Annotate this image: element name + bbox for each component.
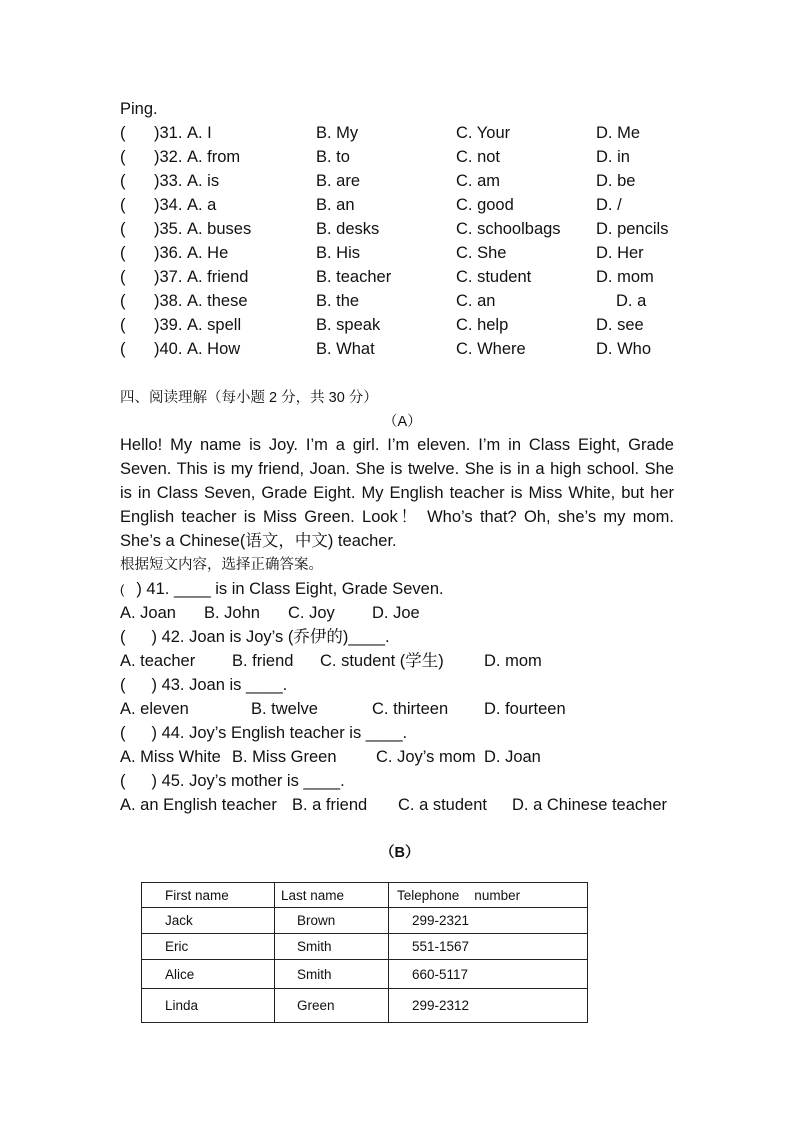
option-a: A. these bbox=[187, 292, 248, 310]
passage-line: Seven. This is my friend, Joan. She is twelve. She is in a high school. She bbox=[120, 460, 674, 478]
cloze-row bbox=[120, 145, 680, 169]
answer-blank[interactable]: ( bbox=[120, 124, 126, 142]
option-row bbox=[120, 745, 680, 769]
table-row bbox=[142, 989, 588, 1023]
option-d: D. Me bbox=[596, 124, 641, 142]
option-b: B. an bbox=[316, 196, 355, 214]
option-d: D. in bbox=[596, 148, 630, 166]
table-cell: Green bbox=[275, 989, 389, 1023]
answer-blank[interactable]: ( bbox=[120, 244, 126, 262]
table-cell: 299-2312 bbox=[389, 989, 588, 1023]
option-b: B. twelve bbox=[251, 700, 318, 718]
option-d: D. Joe bbox=[372, 604, 420, 622]
answer-blank[interactable]: ( bbox=[120, 582, 125, 597]
cloze-row bbox=[120, 289, 680, 313]
table-row bbox=[142, 934, 588, 960]
option-d: D. / bbox=[596, 196, 622, 214]
option-a: A. a bbox=[187, 196, 217, 214]
table-cell: Brown bbox=[275, 908, 389, 934]
passage-line: is in Class Seven, Grade Eight. My English teacher is Miss White, but her bbox=[120, 484, 674, 502]
question-number: )33. bbox=[154, 172, 183, 190]
option-a: A. eleven bbox=[120, 700, 189, 718]
question-text: ) 45. Joy’s mother is ____. bbox=[151, 772, 345, 790]
option-row bbox=[120, 601, 680, 625]
cloze-row bbox=[120, 217, 680, 241]
option-b: B. teacher bbox=[316, 268, 392, 286]
option-d: D. Joan bbox=[484, 748, 541, 766]
option-a: A. from bbox=[187, 148, 241, 166]
option-d: D. a Chinese teacher bbox=[512, 796, 668, 814]
option-b: B. John bbox=[204, 604, 260, 622]
option-d: D. a bbox=[616, 292, 647, 310]
option-a: A. I bbox=[187, 124, 212, 142]
option-b: B. speak bbox=[316, 316, 381, 334]
table-cell: Smith bbox=[275, 960, 389, 989]
answer-blank[interactable]: ( bbox=[120, 724, 126, 742]
option-b: B. a friend bbox=[292, 796, 368, 814]
reading-passage bbox=[120, 433, 674, 553]
question-number: )40. bbox=[154, 340, 183, 358]
option-a: A. He bbox=[187, 244, 229, 262]
option-d: D. mom bbox=[596, 268, 654, 286]
table-cell: Smith bbox=[275, 934, 389, 960]
passage-line: English teacher is Miss Green. Look！ Who’s that? Oh, she’s my mom. bbox=[120, 508, 674, 526]
instruction: 根据短文内容，选择正确答案。 bbox=[120, 557, 323, 573]
question-text: ) 44. Joy’s English teacher is ____. bbox=[151, 724, 408, 742]
table-cell: Eric bbox=[142, 934, 275, 960]
option-b: B. to bbox=[316, 148, 350, 166]
option-a: A. Joan bbox=[120, 604, 176, 622]
cloze-row bbox=[120, 313, 680, 337]
passage-line: She’s a Chinese(语文，中文) teacher. bbox=[120, 532, 397, 550]
option-a: A. buses bbox=[187, 220, 252, 238]
question-text: ) 41. ____ is in Class Eight, Grade Seven. bbox=[136, 580, 444, 598]
option-c: C. good bbox=[456, 196, 514, 214]
option-c: C. a student bbox=[398, 796, 487, 814]
part-a-label: （A） bbox=[383, 414, 422, 430]
table-row bbox=[142, 908, 588, 934]
option-a: A. an English teacher bbox=[120, 796, 277, 814]
option-d: D. pencils bbox=[596, 220, 669, 238]
option-c: C. schoolbags bbox=[456, 220, 561, 238]
option-c: C. Joy’s mom bbox=[376, 748, 476, 766]
option-d: D. fourteen bbox=[484, 700, 566, 718]
option-b: B. the bbox=[316, 292, 360, 310]
table-row bbox=[142, 960, 588, 989]
option-b: B. My bbox=[316, 124, 359, 142]
question-number: )37. bbox=[154, 268, 183, 286]
option-d: D. Who bbox=[596, 340, 652, 358]
answer-blank[interactable]: ( bbox=[120, 220, 126, 238]
table-header-cell: First name bbox=[142, 883, 275, 908]
question-number: )36. bbox=[154, 244, 183, 262]
answer-blank[interactable]: ( bbox=[120, 148, 126, 166]
option-c: C. help bbox=[456, 316, 509, 334]
table-cell: Linda bbox=[142, 989, 275, 1023]
answer-blank[interactable]: ( bbox=[120, 340, 126, 358]
section-heading: 四、阅读理解（每小题 2 分，共 30 分） bbox=[120, 390, 378, 406]
option-row bbox=[120, 649, 680, 673]
question-number: )38. bbox=[154, 292, 183, 310]
option-d: D. be bbox=[596, 172, 636, 190]
option-c: C. She bbox=[456, 244, 507, 262]
option-c: C. not bbox=[456, 148, 501, 166]
table-cell: 660-5117 bbox=[389, 960, 588, 989]
question-number: )35. bbox=[154, 220, 183, 238]
option-c: C. student bbox=[456, 268, 532, 286]
option-c: C. student (学生) bbox=[320, 652, 444, 670]
question-text: ) 43. Joan is ____. bbox=[151, 676, 288, 694]
question-number: )39. bbox=[154, 316, 183, 334]
answer-blank[interactable]: ( bbox=[120, 676, 126, 694]
option-a: A. friend bbox=[187, 268, 249, 286]
table-header-cell: Telephone number bbox=[389, 883, 588, 908]
question-stem bbox=[120, 673, 287, 697]
option-row bbox=[120, 793, 680, 817]
cloze-row bbox=[120, 193, 680, 217]
option-b: B. What bbox=[316, 340, 375, 358]
answer-blank[interactable]: ( bbox=[120, 172, 126, 190]
question-number: )34. bbox=[154, 196, 183, 214]
option-a: A. is bbox=[187, 172, 220, 190]
table-cell: Jack bbox=[142, 908, 275, 934]
option-row bbox=[120, 697, 680, 721]
question-number: )32. bbox=[154, 148, 183, 166]
table-cell: 551-1567 bbox=[389, 934, 588, 960]
option-a: A. How bbox=[187, 340, 241, 358]
option-d: D. Her bbox=[596, 244, 644, 262]
cloze-row bbox=[120, 121, 680, 145]
cloze-row bbox=[120, 337, 680, 361]
option-b: B. friend bbox=[232, 652, 294, 670]
question-text: ) 42. Joan is Joy’s (乔伊的)____. bbox=[151, 628, 390, 646]
answer-blank[interactable]: ( bbox=[120, 628, 126, 646]
question-stem bbox=[120, 721, 407, 745]
option-d: D. mom bbox=[484, 652, 542, 670]
part-b-label: （B） bbox=[380, 845, 420, 861]
answer-blank[interactable]: ( bbox=[120, 316, 126, 334]
cloze-row bbox=[120, 169, 680, 193]
option-c: C. Your bbox=[456, 124, 511, 142]
option-a: A. Miss White bbox=[120, 748, 221, 766]
table-header-cell: Last name bbox=[275, 883, 389, 908]
table-cell: 299-2321 bbox=[389, 908, 588, 934]
question-number: )31. bbox=[154, 124, 183, 142]
option-c: C. thirteen bbox=[372, 700, 449, 718]
answer-blank[interactable]: ( bbox=[120, 292, 126, 310]
option-b: B. desks bbox=[316, 220, 380, 238]
option-c: C. an bbox=[456, 292, 496, 310]
question-stem bbox=[120, 577, 444, 602]
question-stem bbox=[120, 769, 345, 793]
cloze-row bbox=[120, 265, 680, 289]
option-d: D. see bbox=[596, 316, 644, 334]
option-c: C. Where bbox=[456, 340, 526, 358]
option-a: A. teacher bbox=[120, 652, 196, 670]
option-b: B. His bbox=[316, 244, 361, 262]
answer-blank[interactable]: ( bbox=[120, 268, 126, 286]
answer-blank[interactable]: ( bbox=[120, 772, 126, 790]
option-b: B. Miss Green bbox=[232, 748, 337, 766]
option-c: C. Joy bbox=[288, 604, 335, 622]
intro-tail: Ping. bbox=[120, 100, 158, 118]
option-c: C. am bbox=[456, 172, 501, 190]
table-header-row bbox=[142, 883, 588, 908]
question-stem bbox=[120, 625, 390, 649]
cloze-row bbox=[120, 241, 680, 265]
option-a: A. spell bbox=[187, 316, 242, 334]
option-b: B. are bbox=[316, 172, 361, 190]
answer-blank[interactable]: ( bbox=[120, 196, 126, 214]
table-cell: Alice bbox=[142, 960, 275, 989]
passage-line: Hello! My name is Joy. I’m a girl. I’m eleven. I’m in Class Eight, Grade bbox=[120, 436, 674, 454]
phone-table bbox=[141, 882, 588, 1023]
